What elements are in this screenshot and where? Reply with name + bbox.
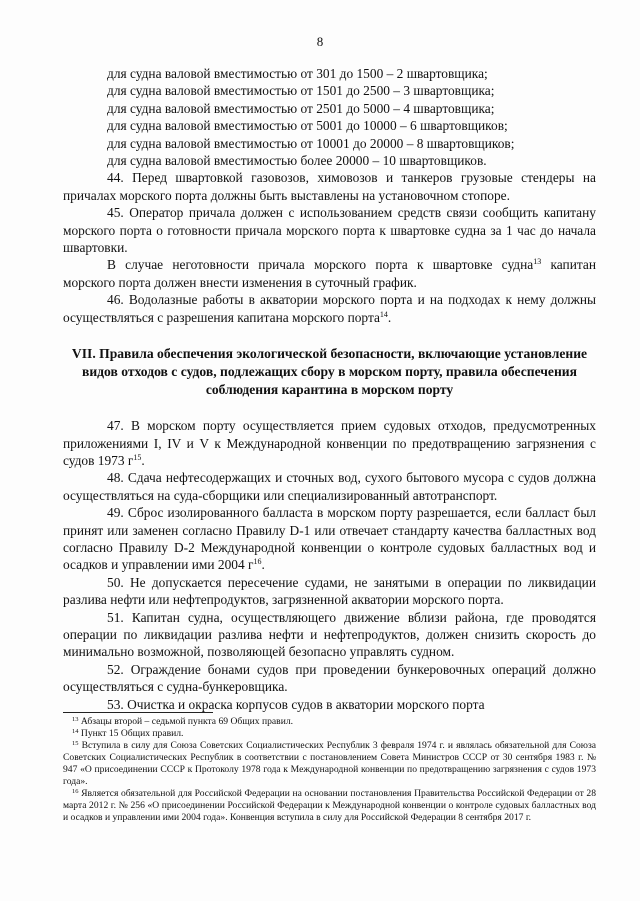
paragraph-47 <box>63 417 596 469</box>
paragraph-52: 52. Ограждение бонами судов при проведении бункеровочных операций должно осуществляться с судна-бункеровщика. <box>63 661 596 695</box>
footnote-text: Является обязательной для Российской Федерации на основании постановления Правительства Российской Федерации от 28 марта 2012 г. № 256 «О присоединении Российской Федерации к Международной конвенции о контроле судовых балластных вод и осадков и управлении ими 2004 года». Конвенция вступила в силу для Российской Федерации 8 сентября 2017 г. <box>63 788 596 823</box>
document-body <box>63 65 596 713</box>
paragraph-text: 49. Сброс изолированного балласта в морском порту разрешается, если балласт был принят или заменен согласно Правилу D-1 или отвечает стандарту качества балластных вод согласно Правилу D-2 Международной конвенции о контроле судовых балластных вод и осадков и управлении ими 2004 г <box>63 505 596 573</box>
footnote-13 <box>63 716 596 728</box>
paragraph-text-tail: . <box>387 309 392 325</box>
footnote-ref-14[interactable]: 14 <box>379 309 388 319</box>
paragraph-text-tail: капитан морского порта должен внести изменения в суточный график. <box>63 257 596 290</box>
footnote-14 <box>63 728 596 740</box>
list-item: для судна валовой вместимостью от 10001 до 20000 – 8 швартовщиков; <box>107 135 515 151</box>
mooring-crew-list <box>63 65 596 169</box>
list-item: для судна валовой вместимостью от 301 до 1500 – 2 швартовщика; <box>107 66 488 81</box>
footnote-text: Абзацы второй – седьмой пункта 69 Общих правил. <box>78 716 294 727</box>
footnote-16 <box>63 788 596 824</box>
footnote-ref-15[interactable]: 15 <box>133 452 142 462</box>
list-item: для судна валовой вместимостью от 5001 до 10000 – 6 швартовщиков; <box>107 118 508 134</box>
page-number: 8 <box>316 34 324 49</box>
list-item: для судна валовой вместимостью от 2501 до 5000 – 4 швартовщика; <box>107 100 495 116</box>
paragraph-text: 47. В морском порту осуществляется прием судовых отходов, предусмотренных приложениями I, IV и V к Международной конвенции по предотвращению загрязнения с судов 1973 г <box>63 418 596 468</box>
footnote-number: 16 <box>72 788 79 795</box>
footnote-text: Вступила в силу для Союза Советских Социалистических Республик 3 февраля 1974 г. и являлась обязательной для Союза Советских Социалистических Республик в соответствии с постановлением Совета Министров СССР от 30 сентября 1983 г. № 947 «О присоединении СССР к Протоколу 1978 года к Международной конвенции по предотвращению загрязнения с судов 1973 года». <box>63 740 596 787</box>
footnote-15 <box>63 740 596 788</box>
paragraph-49 <box>63 504 596 574</box>
paragraph-46 <box>63 291 596 326</box>
list-item: для судна валовой вместимостью от 1501 до 2500 – 3 швартовщика; <box>107 83 495 99</box>
footnote-number: 13 <box>72 716 79 723</box>
footnotes <box>63 716 596 824</box>
footnote-ref-16[interactable]: 16 <box>253 557 262 567</box>
footnote-number: 14 <box>72 728 79 735</box>
paragraph-53: 53. Очистка и окраска корпусов судов в акватории морского порта <box>107 696 485 712</box>
footnote-divider <box>63 712 213 713</box>
paragraph-44: 44. Перед швартовкой газовозов, химовозов и танкеров грузовые стендеры на причалах морского порта должны быть выставлены на установочном стопоре. <box>63 170 596 203</box>
paragraph-text-tail: . <box>141 452 145 468</box>
paragraph-text: 46. Водолазные работы в акватории морского порта и на подходах к нему должны осуществляться с разрешения капитана морского порта <box>63 292 596 325</box>
list-item: для судна валовой вместимостью более 20000 – 10 швартовщиков. <box>107 153 487 169</box>
section-heading: VII. Правила обеспечения экологической безопасности, включающие установление видов отходов с судов, подлежащих сбору в морском порту, правила обеспечения соблюдения карантина в морском порту <box>71 346 588 398</box>
paragraph-text-tail: . <box>261 557 265 573</box>
footnote-text: Пункт 15 Общих правил. <box>78 728 184 739</box>
footnote-number: 15 <box>72 740 79 747</box>
paragraph-50: 50. Не допускается пересечение судами, не занятыми в операции по ликвидации разлива нефти или нефтепродуктов, загрязненной акватории морского порта. <box>63 574 596 608</box>
paragraph-51: 51. Капитан судна, осуществляющего движение вблизи района, где проводятся операции по ликвидации разлива нефти и нефтепродуктов, должен снизить скорость до минимально возможной, позволяющей безопасно управлять судном. <box>63 609 596 660</box>
paragraph-text: В случае неготовности причала морского порта к швартовке судна <box>107 257 534 273</box>
paragraph-45-continuation <box>63 256 596 291</box>
paragraph-45: 45. Оператор причала должен с использованием средств связи сообщить капитану морского порта о готовности причала морского порта к швартовке судна за 1 час до начала швартовки. <box>63 205 596 256</box>
footnote-ref-13[interactable]: 13 <box>533 257 542 267</box>
paragraph-48: 48. Сдача нефтесодержащих и сточных вод, сухого бытового мусора с судов должна осуществляться на суда-сборщики или специализированный автотранспорт. <box>63 470 596 503</box>
